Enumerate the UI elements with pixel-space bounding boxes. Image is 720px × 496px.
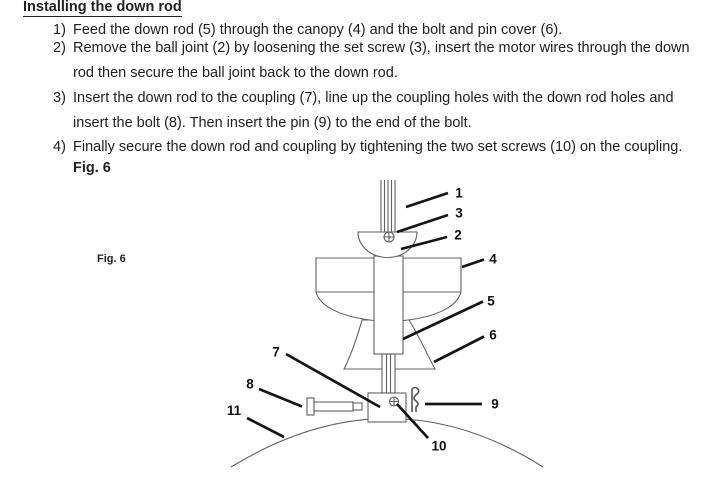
callout-label-10: 10	[431, 438, 447, 454]
callout-label-4: 4	[489, 251, 497, 267]
step-text: rod then secure the ball joint back to the down rod.	[73, 64, 398, 81]
step-text: Feed the down rod (5) through the canopy (4) and the bolt and pin cover (6).	[73, 22, 563, 38]
section-title-text: Installing the down rod	[23, 0, 182, 15]
step-number: 1)	[53, 22, 66, 38]
callout-label-11: 11	[226, 403, 242, 418]
motor-wires	[381, 180, 395, 232]
ball-joint-set-screw	[384, 232, 394, 242]
callout-label-7: 7	[272, 344, 280, 360]
callout-label-6: 6	[489, 327, 497, 343]
lower-rod-shape	[382, 354, 395, 393]
figure-side-label: Fig. 6	[97, 252, 126, 265]
step-number: 3)	[53, 89, 66, 106]
step-text: insert the bolt (8). Then insert the pin (9) to the end of the bolt.	[73, 114, 472, 131]
callout-label-9: 9	[491, 396, 499, 412]
figure-caption: Fig. 6	[73, 159, 111, 176]
step-text: Remove the ball joint (2) by loosening the set screw (3), insert the motor wires through the down	[73, 39, 690, 56]
step-text: Insert the down rod to the coupling (7), line up the coupling holes with the down rod holes and	[73, 89, 674, 106]
step-number: 4)	[53, 138, 66, 155]
pin-shape	[412, 388, 419, 413]
callout-label-5: 5	[487, 293, 495, 309]
motor-housing-dome	[231, 419, 543, 468]
step-text: Finally secure the down rod and coupling by tightening the two set screws (10) on the coupling.	[73, 138, 683, 155]
step-number: 2)	[53, 39, 66, 56]
down-rod-shape	[374, 256, 403, 354]
callout-label-2: 2	[454, 227, 462, 243]
callout-label-8: 8	[246, 376, 254, 392]
callout-label-3: 3	[455, 205, 463, 221]
bolt-shape	[307, 398, 362, 415]
callout-label-1: 1	[455, 185, 463, 201]
